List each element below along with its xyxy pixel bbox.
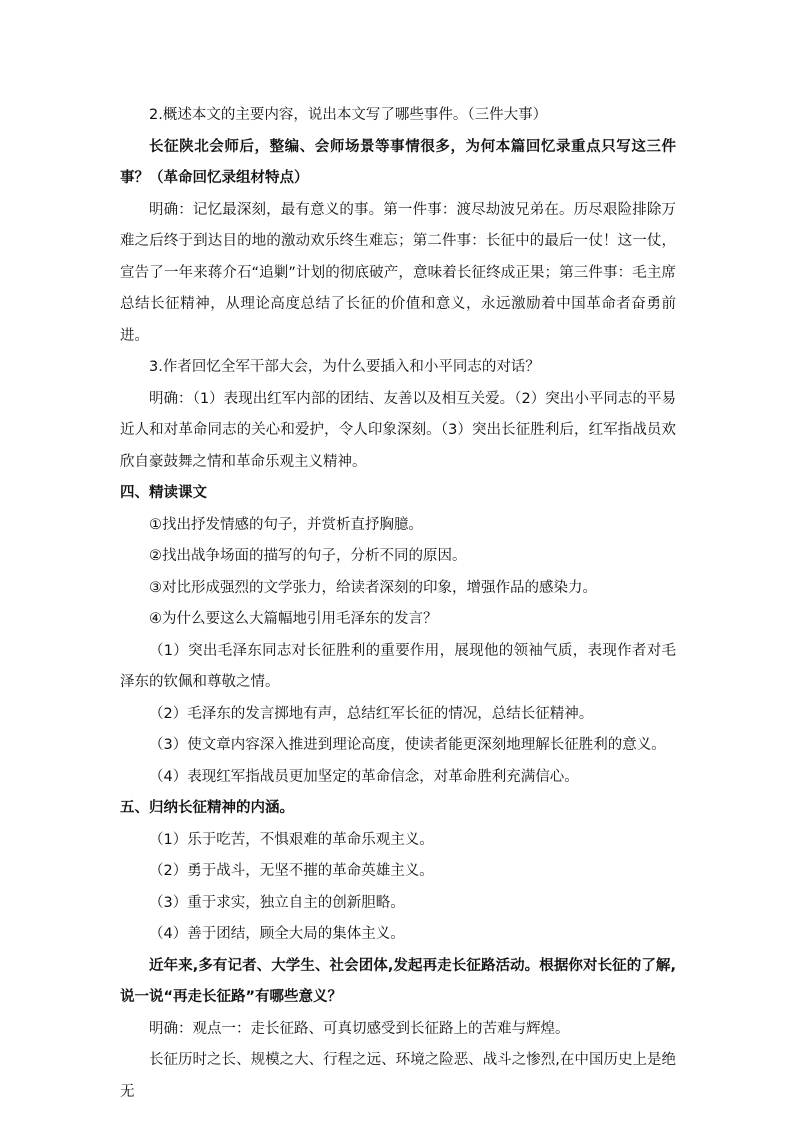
section-heading-5: 五、归纳长征精神的内涵。 xyxy=(120,800,294,816)
close-reading-point-1: （1）突出毛泽东同志对长征胜利的重要作用，展现他的领袖气质，表现作者对毛泽东的钦佩和尊敬之情。 xyxy=(120,642,676,690)
answer-6-continued: 长征历时之长、规模之大、行程之远、环境之险恶、战斗之惨烈,在中国历史上是绝无 xyxy=(120,1052,676,1100)
answer-6: 明确：观点一：走长征路、可真切感受到长征路上的苦难与辉煌。 xyxy=(149,1020,570,1037)
spirit-item-4: （4）善于团结，顾全大局的集体主义。 xyxy=(149,926,405,942)
close-reading-item-4: ④为什么要这么大篇幅地引用毛泽东的发言？ xyxy=(149,611,438,627)
close-reading-point-2: （2）毛泽东的发言掷地有声，总结红军长征的情况，总结长征精神。 xyxy=(149,705,594,722)
spirit-item-2: （2）勇于战斗，无坚不摧的革命英雄主义。 xyxy=(149,863,434,879)
close-reading-item-3: ③对比形成强烈的文学张力，给读者深刻的印象，增强作品的感染力。 xyxy=(149,579,597,596)
question-3: 3.作者回忆全军干部大会，为什么要插入和小平同志的对话？ xyxy=(149,359,540,375)
question-6: 近年来,多有记者、大学生、社会团体,发起再走长征路活动。根据你对长征的了解,说一说“再走长征路”有哪些意义？ xyxy=(120,957,676,1005)
answer-2: 明确：记忆最深刻，最有意义的事。第一件事：渡尽劫波兄弟在。历尽艰险排除万难之后终于到达目的地的激动欢乐终生难忘；第二件事：长征中的最后一仗！这一仗，宣告了一年来蒋介石“追剿”计划的彻底破产，意味着长征终成正果；第三件事：毛主席总结长征精神，从理论高度总结了长征的价值和意义，永远激励着中国革命者奋勇前进。 xyxy=(120,201,676,344)
spirit-item-1: （1）乐于吃苦，不惧艰难的革命乐观主义。 xyxy=(149,831,434,848)
question-2-followup: 长征陕北会师后，整编、会师场景等事情很多，为何本篇回忆录重点只写这三件事？（革命回忆录组材特点） xyxy=(120,138,676,186)
spirit-item-3: （3）重于求实，独立自主的创新胆略。 xyxy=(149,894,405,911)
close-reading-point-4: （4）表现红军指战员更加坚定的革命信念，对革命胜利充满信心。 xyxy=(149,768,579,785)
document-body xyxy=(120,100,676,1108)
close-reading-item-2: ②找出战争场面的描写的句子，分析不同的原因。 xyxy=(149,548,467,564)
question-2: 2.概述本文的主要内容，说出本文写了哪些事件。（三件大事） xyxy=(149,107,548,123)
section-heading-4: 四、精读课文 xyxy=(120,485,207,501)
close-reading-item-1: ①找出抒发情感的句子，并赏析直抒胸臆。 xyxy=(149,516,423,533)
close-reading-point-3: （3）使文章内容深入推进到理论高度，使读者能更深刻地理解长征胜利的意义。 xyxy=(149,737,666,753)
answer-3: 明确：（1）表现出红军内部的团结、友善以及相互关爱。（2）突出小平同志的平易近人和对革命同志的关心和爱护，令人印象深刻。（3）突出长征胜利后，红军指战员欢欣自豪鼓舞之情和革命乐观主义精神。 xyxy=(120,390,676,470)
